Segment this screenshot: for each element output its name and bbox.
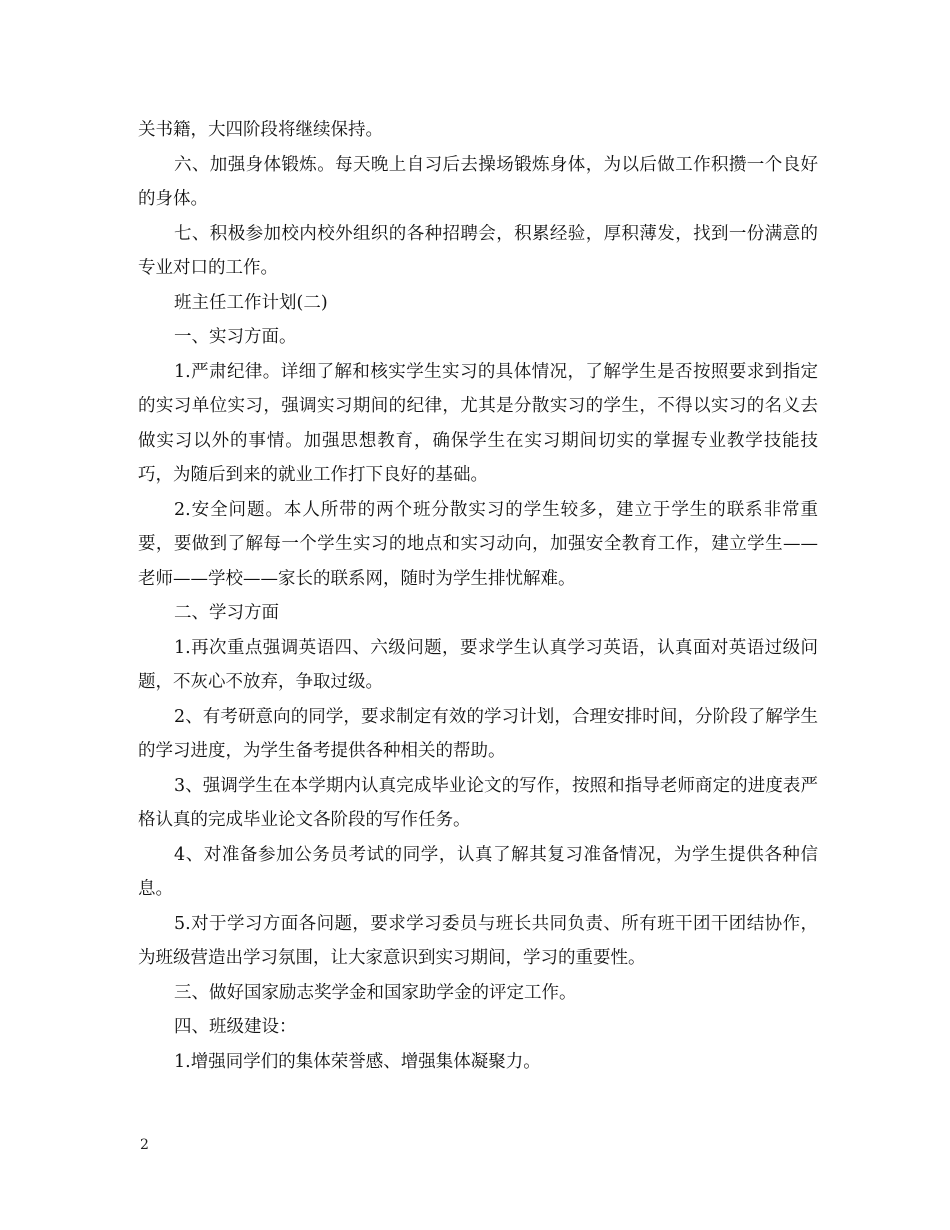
section-heading: 一、实习方面。 xyxy=(174,327,297,347)
paragraph: 4、对准备参加公务员考试的同学，认真了解其复习准备情况，为学生提供各种信息。 xyxy=(138,844,818,899)
section-heading: 三、做好国家励志奖学金和国家助学金的评定工作。 xyxy=(174,982,577,1003)
paragraph: 3、强调学生在本学期内认真完成毕业论文的写作，按照和指导老师商定的进度表严格认真的完成毕业论文各阶段的写作任务。 xyxy=(138,775,818,830)
paragraph: 1.增强同学们的集体荣誉感、增强集体凝聚力。 xyxy=(174,1051,541,1072)
paragraph: 1.再次重点强调英语四、六级问题，要求学生认真学习英语，认真面对英语过级问题，不灰心不放弃，争取过级。 xyxy=(138,637,818,692)
paragraph: 六、加强身体锻炼。每天晚上自习后去操场锻炼身体，为以后做工作积攒一个良好的身体。 xyxy=(138,154,818,209)
paragraph: 七、积极参加校内校外组织的各种招聘会，积累经验，厚积薄发，找到一份满意的专业对口的工作。 xyxy=(138,223,818,278)
paragraph: 2、有考研意向的同学，要求制定有效的学习计划，合理安排时间，分阶段了解学生的学习进度，为学生备考提供各种相关的帮助。 xyxy=(138,706,818,761)
section-heading: 四、班级建设： xyxy=(174,1017,297,1037)
paragraph: 1.严肃纪律。详细了解和核实学生实习的具体情况，了解学生是否按照要求到指定的实习单位实习，强调实习期间的纪律，尤其是分散实习的学生，不得以实习的名义去做实习以外的事情。加强思想教育，确保学生在实习期间切实的掌握专业教学技能技巧，为随后到来的就业工作打下良好的基础。 xyxy=(138,361,818,485)
section-title: 班主任工作计划(二) xyxy=(174,292,328,313)
paragraph: 关书籍，大四阶段将继续保持。 xyxy=(138,120,383,140)
paragraph: 2.安全问题。本人所带的两个班分散实习的学生较多，建立于学生的联系非常重要，要做到了解每一个学生实习的地点和实习动向，加强安全教育工作，建立学生——老师——学校——家长的联系网，随时为学生排忧解难。 xyxy=(138,499,818,589)
paragraph: 5.对于学习方面各问题，要求学习委员与班长共同负责、所有班干团干团结协作，为班级营造出学习氛围，让大家意识到实习期间，学习的重要性。 xyxy=(138,913,818,968)
section-heading: 二、学习方面 xyxy=(174,603,279,623)
document-body xyxy=(138,113,818,1079)
page-number: 2 xyxy=(140,1137,149,1153)
